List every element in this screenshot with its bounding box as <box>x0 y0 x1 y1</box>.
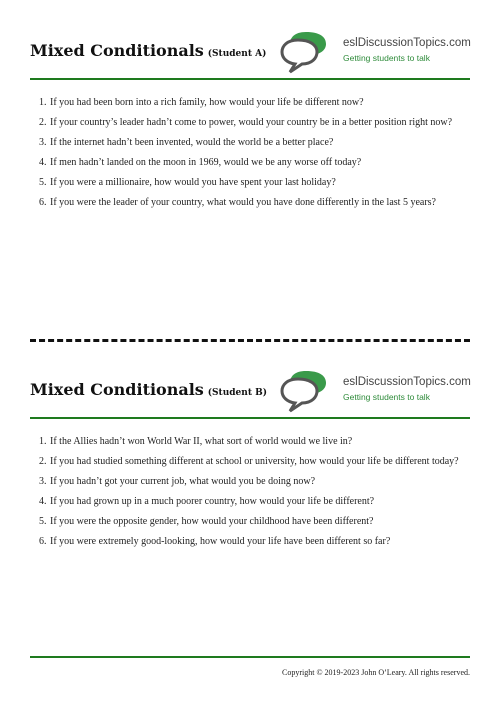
header-divider <box>30 78 470 80</box>
header <box>30 367 470 419</box>
speech-bubbles-icon <box>280 367 342 413</box>
footer-divider <box>30 656 470 658</box>
list-item: 2. If your country’s leader hadn’t come to power, would your country be in a better position right now? <box>49 113 470 133</box>
speech-bubbles-icon <box>280 28 342 74</box>
brand-name: eslDiscussionTopics.com <box>343 376 471 388</box>
header <box>30 28 470 80</box>
list-item: 2. If you had studied something different at school or university, how would your life be different today? <box>49 452 470 472</box>
list-item: 3. If the internet hadn’t been invented, would the world be a better place? <box>49 133 470 153</box>
student-label: (Student A) <box>207 49 267 59</box>
list-item: 1. If the Allies hadn’t won World War II, what sort of world would we live in? <box>49 432 470 452</box>
list-item: 6. If you were extremely good-looking, how would your life have been different so far? <box>49 532 470 552</box>
title-text: Mixed Conditionals <box>30 41 204 60</box>
cut-line-divider <box>30 339 470 342</box>
copyright-notice: Copyright © 2019-2023 John O’Leary. All rights reserved. <box>282 668 470 677</box>
list-item: 5. If you were the opposite gender, how would your childhood have been different? <box>49 512 470 532</box>
brand-name: eslDiscussionTopics.com <box>343 37 471 49</box>
header-divider <box>30 417 470 419</box>
student-label: (Student B) <box>207 388 267 398</box>
page-title <box>30 41 266 60</box>
list-item: 1. If you had been born into a rich family, how would your life be different now? <box>49 93 470 113</box>
list-item: 6. If you were the leader of your country, what would you have done differently in the last 5 years? <box>49 193 470 213</box>
question-list <box>30 432 470 552</box>
title-text: Mixed Conditionals <box>30 380 204 399</box>
list-item: 5. If you were a millionaire, how would you have spent your last holiday? <box>49 173 470 193</box>
brand-tagline: Getting students to talk <box>343 53 430 63</box>
list-item: 3. If you hadn’t got your current job, what would you be doing now? <box>49 472 470 492</box>
list-item: 4. If you had grown up in a much poorer country, how would your life be different? <box>49 492 470 512</box>
brand-tagline: Getting students to talk <box>343 392 430 402</box>
question-list <box>30 93 470 213</box>
page-title <box>30 380 267 399</box>
list-item: 4. If men hadn’t landed on the moon in 1969, would we be any worse off today? <box>49 153 470 173</box>
